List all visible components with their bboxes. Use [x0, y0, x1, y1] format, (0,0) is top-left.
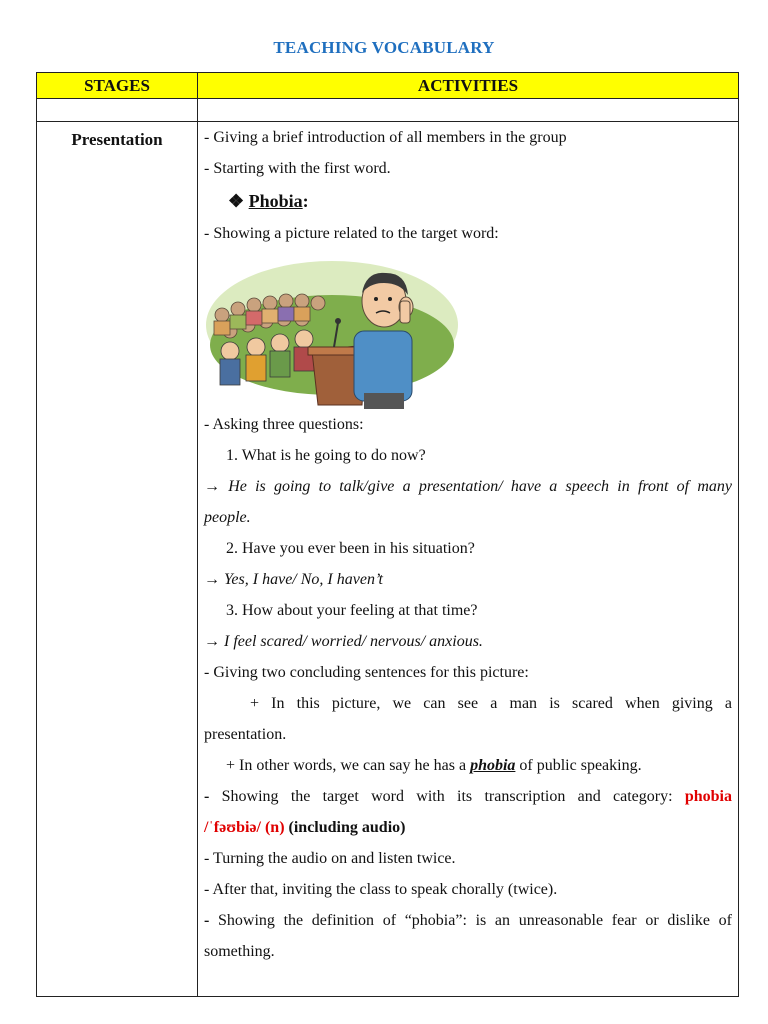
phobia-picture — [204, 249, 732, 409]
activity-line: - After that, inviting the class to speak chorally (twice). — [204, 881, 558, 898]
definition-text: Showing the definition of “phobia”: is an unreasonable fear or dislike of — [209, 912, 732, 929]
empty-row — [37, 99, 739, 122]
activity-line: - Showing a picture related to the target word: — [204, 225, 499, 242]
activity-line: - Giving two concluding sentences for this picture: — [204, 664, 529, 681]
empty-cell — [198, 99, 739, 122]
target-word-heading: Phobia — [248, 191, 303, 211]
target-word-red: phobia — [684, 788, 732, 805]
table-header-row — [37, 73, 739, 99]
right-arrow-icon: → — [204, 633, 220, 650]
transcription: /ˈfəʊbiə/ (n) — [204, 819, 285, 836]
question-1: 1. What is he going to do now? — [226, 447, 426, 464]
activities-header: ACTIVITIES — [198, 73, 739, 99]
right-arrow-icon: → — [204, 571, 220, 588]
activities-cell — [198, 122, 739, 997]
heading-colon: : — [302, 191, 309, 211]
conclusion-1: + In this picture, we can see a man is scared when giving a — [250, 695, 732, 712]
answer-3 — [204, 626, 732, 657]
conclusion-2-word: phobia — [470, 757, 516, 774]
target-word-text: Showing the target word with its transcription and category: — [209, 788, 685, 805]
right-arrow-icon: → — [204, 478, 220, 495]
word-heading — [204, 184, 732, 218]
definition-line — [204, 905, 732, 936]
question-2: 2. Have you ever been in his situation? — [226, 540, 475, 557]
audio-note: (including audio) — [284, 819, 406, 836]
conclusion-2 — [204, 750, 732, 781]
diamond-bullet-icon: ❖ — [228, 191, 245, 211]
question-3: 3. How about your feeling at that time? — [226, 602, 478, 619]
answer-3-text: I feel scared/ worried/ nervous/ anxious. — [224, 633, 483, 650]
answer-2-text: Yes, I have/ No, I haven’t — [224, 571, 383, 588]
conclusion-1-cont: presentation. — [204, 726, 287, 743]
definition-cont: something. — [204, 943, 275, 960]
lesson-plan-table — [36, 72, 739, 997]
page-title: TEACHING VOCABULARY — [273, 38, 495, 57]
activity-line: - Asking three questions: — [204, 416, 364, 433]
transcription-line — [204, 812, 732, 843]
stages-header: STAGES — [37, 73, 198, 99]
conclusion-2-pre: + In other words, we can say he has a — [226, 757, 471, 774]
target-word-line — [204, 781, 732, 812]
answer-1-cont: people. — [204, 509, 251, 526]
conclusion-2-post: of public speaking. — [515, 757, 642, 774]
presentation-row — [37, 122, 739, 997]
activity-line: - Starting with the first word. — [204, 160, 391, 177]
public-speaking-illustration — [204, 253, 464, 413]
stage-presentation: Presentation — [37, 122, 198, 997]
activity-line: - Giving a brief introduction of all members in the group — [204, 129, 567, 146]
definition-dash: - — [204, 912, 210, 929]
answer-2 — [204, 564, 732, 595]
answer-1-text: He is going to talk/give a presentation/ have a speech in front of many — [228, 478, 733, 495]
answer-1 — [204, 471, 732, 502]
target-word-dash: - — [204, 788, 210, 805]
empty-cell — [37, 99, 198, 122]
activity-line: - Turning the audio on and listen twice. — [204, 850, 456, 867]
